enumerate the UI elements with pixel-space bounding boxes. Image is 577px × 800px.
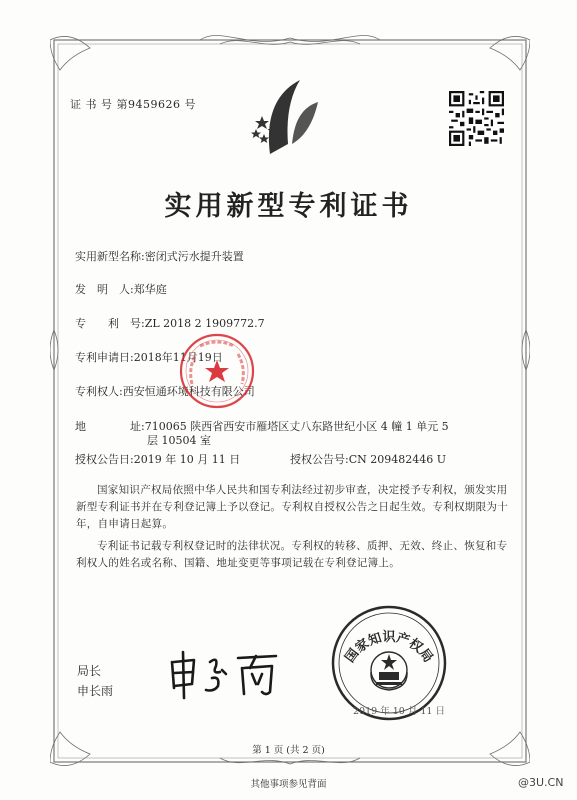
field-label: 地 址: bbox=[75, 420, 145, 433]
field-value: 西安恒通环境科技有限公司 bbox=[122, 385, 255, 398]
field-value: 郑华庭 bbox=[133, 283, 167, 296]
field-grant-number bbox=[290, 451, 446, 467]
paragraph-legal-status: 专利证书记载专利权登记时的法律状况。专利权的转移、质押、无效、终止、恢复和专利权人的姓名或名称、国籍、地址变更等事项记载在专利登记簿上。 bbox=[76, 540, 508, 569]
signature-title: 局长 bbox=[77, 664, 102, 678]
certificate-number: 证 书 号 第9459626 号 bbox=[70, 98, 196, 111]
field-patent-number bbox=[75, 315, 265, 331]
field-label: 专利申请日: bbox=[75, 351, 134, 364]
handwritten-signature bbox=[166, 648, 284, 702]
field-label: 专利权人: bbox=[75, 385, 123, 398]
field-utility-model-name bbox=[75, 248, 244, 264]
signature-name: 申长雨 bbox=[77, 684, 114, 698]
field-address bbox=[75, 418, 449, 434]
page-number: 第 1 页 (共 2 页) bbox=[252, 745, 325, 756]
field-value: 710065 陕西省西安市雁塔区丈八东路世纪小区 4 幢 1 单元 5 bbox=[144, 420, 449, 433]
field-value: 2019 年 10 月 11 日 bbox=[133, 453, 241, 466]
seal-date: 2019 年 10 月 11 日 bbox=[353, 706, 445, 717]
field-value: CN 209482446 U bbox=[348, 453, 447, 466]
field-label: 发 明 人: bbox=[75, 283, 134, 296]
field-inventor bbox=[75, 281, 167, 297]
field-label: 实用新型名称: bbox=[75, 250, 145, 263]
field-label: 授权公告日: bbox=[75, 453, 134, 466]
qr-code bbox=[449, 91, 504, 146]
company-seal-stamp bbox=[178, 332, 256, 410]
patent-emblem-icon bbox=[242, 74, 324, 160]
field-value: 密闭式污水提升装置 bbox=[144, 250, 244, 263]
seal-org-text: 国家知识产权局 bbox=[342, 630, 436, 666]
bottom-note: 其他事项参见背面 bbox=[250, 779, 327, 790]
document-title: 实用新型专利证书 bbox=[164, 191, 413, 222]
field-address-line2: 层 10504 室 bbox=[147, 434, 211, 447]
paragraph-grant-statement: 国家知识产权局依照中华人民共和国专利法经过初步审查，决定授予专利权，颁发实用新型专利证书并在专利登记簿上予以登记。专利权自授权公告之日起生效。专利权期限为十年，自申请日起算。 bbox=[76, 484, 508, 530]
field-label: 专 利 号: bbox=[75, 317, 145, 330]
watermark-text: @3U.CN bbox=[518, 776, 564, 789]
field-grant-date bbox=[75, 451, 240, 467]
field-value: 2018年11月19日 bbox=[133, 351, 223, 364]
field-value: ZL 2018 2 1909772.7 bbox=[144, 317, 265, 330]
field-label: 授权公告号: bbox=[290, 453, 349, 466]
